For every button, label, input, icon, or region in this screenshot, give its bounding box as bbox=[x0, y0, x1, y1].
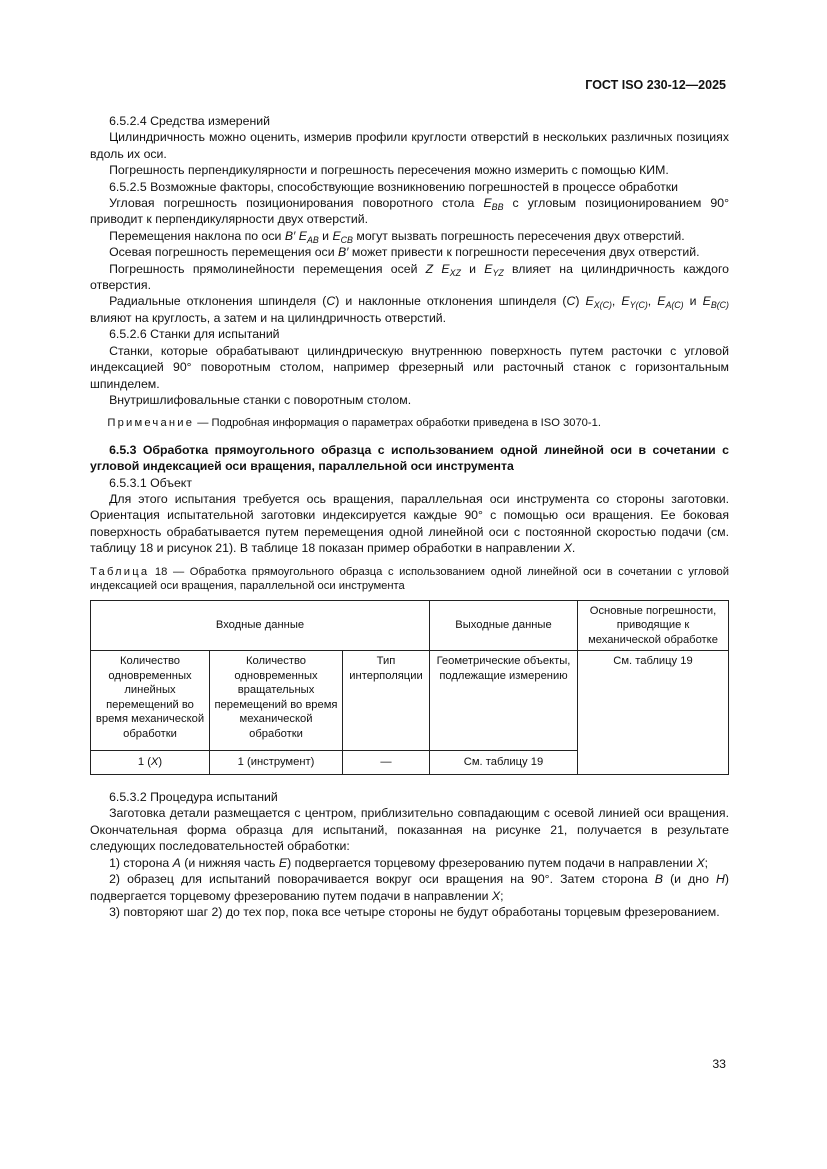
step-2: 2) образец для испытаний поворачивается вокруг оси вращения на 90°. Затем сторона B (и дно H) подвергается торцевому фрезерованию путем подачи в направлении X; bbox=[90, 872, 729, 903]
step-3: 3) повторяют шаг 2) до тех пор, пока все четыре стороны не будут обработаны торцевым фрезерованием. bbox=[109, 904, 720, 919]
paragraph: Для этого испытания требуется ось вращения, параллельная оси инструмента со стороны заготовки. Ориентация испытательной заготовки индексируется каждые 90° с помощью оси вращения. Ее боковая поверхность обрабатывается путем перемещения одной линейной оси с постоянной скоростью подачи (см. таблицу 18 и рисунок 21). В таблице 18 показан пример обработки в направлении X. bbox=[90, 491, 729, 556]
note: Примечание — Подробная информация о параметрах обработки приведена в ISO 3070-1. bbox=[107, 417, 601, 430]
paragraph: Перемещения наклона по оси B′ $E_{AB}$ и $E_{CB}$ могут вызвать погрешность пересечения двух отверстий. bbox=[109, 228, 685, 245]
cell-linear-value: 1 (X) bbox=[91, 751, 210, 775]
step-1: 1) сторона A (и нижняя часть E) подвергается торцевому фрезерованию путем подачи в направлении X; bbox=[109, 855, 709, 870]
header-main-errors: Основные погрешности, приводящие к механической обработке bbox=[578, 600, 729, 651]
header-input-data: Входные данные bbox=[91, 600, 430, 651]
cell-interpolation-type: Тип интерполяции bbox=[343, 651, 430, 751]
section-6532-title: 6.5.3.2 Процедура испытаний bbox=[109, 790, 278, 805]
cell-linear-moves: Количество одновременных линейных перемещений во время механической обработки bbox=[91, 651, 210, 751]
note-label: Примечание bbox=[107, 417, 195, 430]
paragraph: Станки, которые обрабатывают цилиндрическую внутреннюю поверхность путем расточки с угловой индексацией 90° поворотным столом, например фрезерный или расточный станок с горизонтальным шпинделем. bbox=[90, 343, 729, 391]
paragraph: Цилиндричность можно оценить, измерив профили круглости отверстий в нескольких различных позициях вдоль их оси. bbox=[90, 130, 729, 161]
table-18 bbox=[90, 600, 729, 776]
section-653-title: 6.5.3 Обработка прямоугольного образца с использованием одной линейной оси в сочетании с угловой индексацией оси вращения, параллельной оси инструмента bbox=[90, 442, 729, 474]
document-code-header: ГОСТ ISO 230-12—2025 bbox=[585, 78, 726, 92]
paragraph: Заготовка детали размещается с центром, приблизительно совпадающим с осевой линией оси вращения. Окончательная форма образца для испытаний, показанная на рисунке 21, получается в результате следующих последовательностей обработки: bbox=[90, 806, 729, 854]
paragraph: Погрешность перпендикулярности и погрешность пересечения можно измерить с помощью КИМ. bbox=[109, 163, 669, 178]
paragraph: Осевая погрешность перемещения оси B′ может привести к погрешности пересечения двух отверстий. bbox=[109, 245, 700, 260]
section-6531-title: 6.5.3.1 Объект bbox=[109, 475, 192, 490]
section-6524-title: 6.5.2.4 Средства измерений bbox=[109, 114, 270, 128]
cell-objects-value: См. таблицу 19 bbox=[430, 751, 578, 775]
page-content bbox=[90, 113, 729, 920]
cell-geometric-objects: Геометрические объекты, подлежащие измерению bbox=[430, 651, 578, 751]
section-6525-title: 6.5.2.5 Возможные факторы, способствующие возникновению погрешностей в процессе обработки bbox=[109, 179, 679, 194]
header-output-data: Выходные данные bbox=[430, 600, 578, 651]
page-number: 33 bbox=[712, 1057, 726, 1071]
table-18-caption: Таблица 18 — Обработка прямоугольного образца с использованием одной линейной оси в сочетании с угловой индексацией оси вращения, параллельной оси инструмента bbox=[90, 565, 729, 593]
paragraph: Погрешность прямолинейности перемещения осей Z $E_{XZ}$ и $E_{YZ}$ влияет на цилиндричность каждого отверстия. bbox=[90, 261, 730, 293]
cell-rotary-moves: Количество одновременных вращательных перемещений во время механической обработки bbox=[210, 651, 343, 751]
cell-interpolation-value: — bbox=[343, 751, 430, 775]
cell-rotary-value: 1 (инструмент) bbox=[210, 751, 343, 775]
paragraph: Угловая погрешность позиционирования поворотного стола $E_{BB}$ с угловым позиционированием 90° приводит к перпендикулярности двух отверстий. bbox=[90, 196, 729, 227]
section-6526-title: 6.5.2.6 Станки для испытаний bbox=[109, 327, 280, 342]
paragraph: Радиальные отклонения шпинделя (C) и наклонные отклонения шпинделя (C) $E_{X(C)}$, $E_{Y(C)}$, $E_{A(C)}$ и $E_{B(C)}$ влияют на круглость, а затем и на цилиндричность отверстий. bbox=[90, 294, 729, 325]
cell-errors-ref: См. таблицу 19 bbox=[578, 651, 729, 775]
paragraph: Внутришлифовальные станки с поворотным столом. bbox=[109, 392, 412, 407]
